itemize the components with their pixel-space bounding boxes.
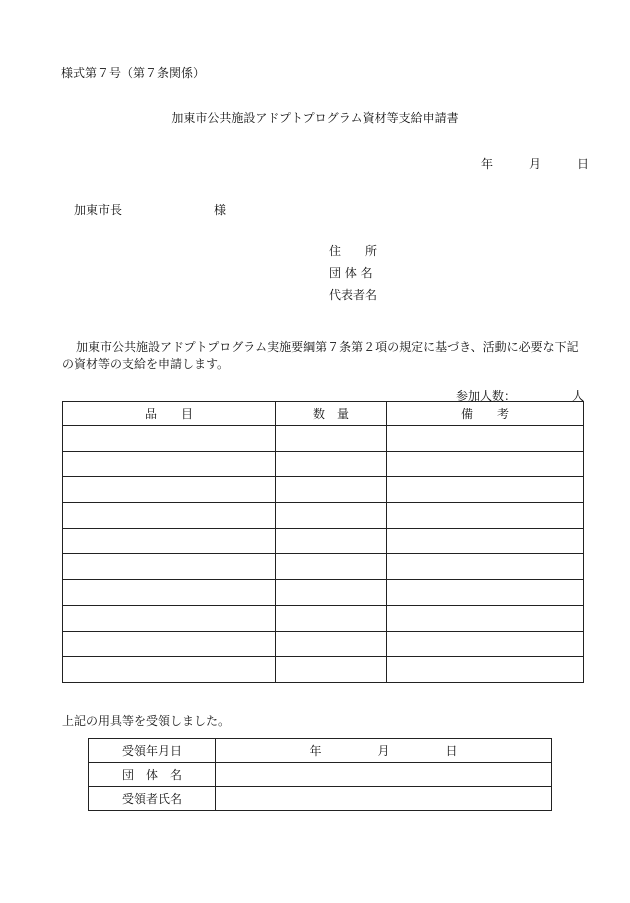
receipt-table	[88, 738, 552, 811]
remarks-cell[interactable]	[387, 631, 584, 657]
receipt-day-label: 日	[445, 744, 458, 758]
table-row	[63, 580, 584, 606]
table-row	[63, 451, 584, 477]
receipt-date-field[interactable]	[216, 739, 552, 763]
applicant-group-label: 団 体 名	[329, 266, 373, 280]
quantity-cell[interactable]	[276, 503, 387, 529]
remarks-cell[interactable]	[387, 451, 584, 477]
quantity-cell[interactable]	[276, 426, 387, 452]
remarks-cell[interactable]	[387, 477, 584, 503]
receipt-group-label: 団 体 名	[89, 763, 216, 787]
date-month-label: 月	[529, 157, 542, 171]
receipt-row-date	[89, 739, 552, 763]
application-statement	[62, 339, 584, 373]
remarks-cell[interactable]	[387, 426, 584, 452]
date-year-label: 年	[481, 157, 494, 171]
column-header-quantity: 数 量	[276, 402, 387, 426]
participant-count-unit: 人	[572, 389, 585, 403]
document-title: 加東市公共施設アドプトプログラム資材等支給申請書	[171, 111, 459, 125]
application-date	[481, 155, 589, 172]
item-cell[interactable]	[63, 451, 276, 477]
applicant-representative-label: 代表者名	[329, 288, 378, 302]
receipt-row-recipient	[89, 787, 552, 811]
receipt-month-label: 月	[377, 744, 390, 758]
receipt-date-label: 受領年月日	[89, 739, 216, 763]
item-cell[interactable]	[63, 503, 276, 529]
column-header-item: 品 目	[63, 402, 276, 426]
item-cell[interactable]	[63, 605, 276, 631]
remarks-cell[interactable]	[387, 657, 584, 683]
items-table	[62, 401, 584, 683]
table-row	[63, 631, 584, 657]
items-table-header	[63, 402, 584, 426]
remarks-cell[interactable]	[387, 503, 584, 529]
date-day-label: 日	[577, 157, 590, 171]
remarks-cell[interactable]	[387, 554, 584, 580]
addressee-name: 加東市長	[74, 203, 123, 217]
item-cell[interactable]	[63, 528, 276, 554]
item-cell[interactable]	[63, 580, 276, 606]
application-statement-text: 加東市公共施設アドプトプログラム実施要綱第７条第２項の規定に基づき、活動に必要な下記の資材等の支給を申請します。	[62, 340, 579, 371]
receipt-year-label: 年	[309, 744, 322, 758]
quantity-cell[interactable]	[276, 451, 387, 477]
table-row	[63, 554, 584, 580]
quantity-cell[interactable]	[276, 605, 387, 631]
quantity-cell[interactable]	[276, 528, 387, 554]
item-cell[interactable]	[63, 631, 276, 657]
participant-count-label: 参加人数：	[456, 389, 517, 403]
quantity-cell[interactable]	[276, 580, 387, 606]
table-row	[63, 477, 584, 503]
table-row	[63, 426, 584, 452]
quantity-cell[interactable]	[276, 554, 387, 580]
table-row	[63, 657, 584, 683]
addressee-honorific: 様	[214, 203, 227, 217]
quantity-cell[interactable]	[276, 631, 387, 657]
form-number: 様式第７号（第７条関係）	[61, 66, 206, 80]
item-cell[interactable]	[63, 426, 276, 452]
item-cell[interactable]	[63, 657, 276, 683]
receipt-recipient-label: 受領者氏名	[89, 787, 216, 811]
applicant-address-label: 住 所	[329, 244, 378, 258]
quantity-cell[interactable]	[276, 657, 387, 683]
remarks-cell[interactable]	[387, 580, 584, 606]
table-row	[63, 605, 584, 631]
remarks-cell[interactable]	[387, 528, 584, 554]
receipt-row-group	[89, 763, 552, 787]
receipt-group-field[interactable]	[216, 763, 552, 787]
receipt-note: 上記の用具等を受領しました。	[62, 714, 231, 728]
column-header-remarks: 備 考	[387, 402, 584, 426]
table-row	[63, 528, 584, 554]
addressee	[74, 201, 226, 218]
item-cell[interactable]	[63, 554, 276, 580]
remarks-cell[interactable]	[387, 605, 584, 631]
receipt-recipient-field[interactable]	[216, 787, 552, 811]
table-row	[63, 503, 584, 529]
item-cell[interactable]	[63, 477, 276, 503]
quantity-cell[interactable]	[276, 477, 387, 503]
